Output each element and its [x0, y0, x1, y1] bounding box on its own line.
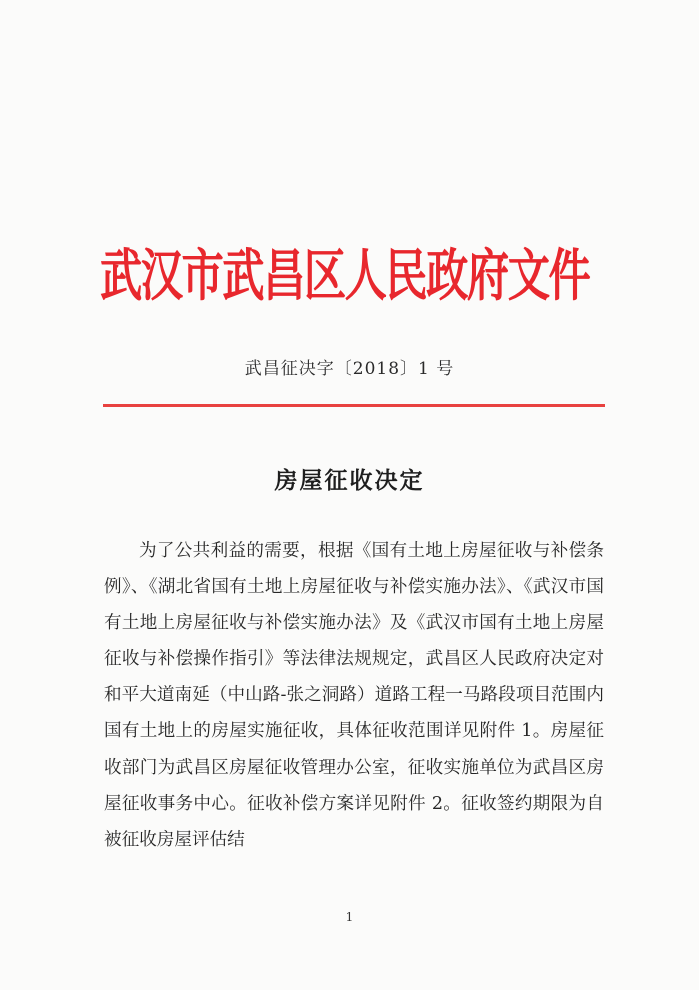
page-number: 1 [345, 910, 354, 924]
document-number: 武昌征决字〔2018〕1 号 [244, 359, 455, 379]
red-divider-line [103, 404, 605, 407]
body-paragraph: 为了公共利益的需要，根据《国有土地上房屋征收与补偿条例》、《湖北省国有土地上房屋征收与补偿实施办法》、《武汉市国有土地上房屋征收与补偿实施办法》及《武汉市国有土地上房屋征收与补偿操作指引》等法律法规规定，武昌区人民政府决定对和平大道南延（中山路-张之洞路）道路工程一马路段项目范围内国有土地上的房屋实施征收，具体征收范围详见附件 1。房屋征收部门为武昌区房屋征收管理办公室，征收实施单位为武昌区房屋征收事务中心。征收补偿方案详见附件 2。征收签约期限为自被征收房屋评估结 [104, 541, 604, 850]
document-header-title: 武汉市武昌区人民政府文件 [100, 244, 590, 309]
document-heading: 房屋征收决定 [274, 467, 425, 494]
